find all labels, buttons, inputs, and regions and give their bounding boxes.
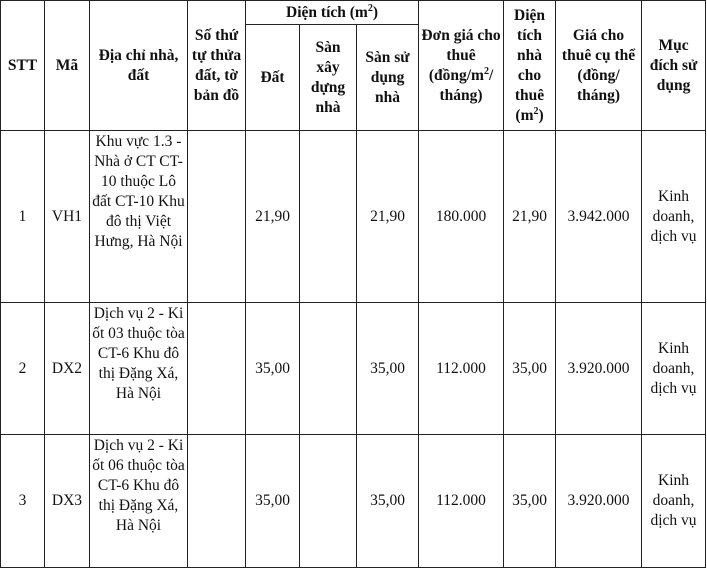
cell-muc-dich: Kinh doanh, dịch vụ: [642, 435, 706, 568]
cell-don-gia: 180.000: [419, 131, 504, 303]
cell-ma: DX3: [45, 435, 90, 568]
header-dia-chi: Địa chỉ nhà, đất: [90, 1, 188, 131]
cell-dien-tich-cho-thue: 35,00: [504, 435, 556, 568]
cell-san-xay-dung: [300, 303, 357, 435]
cell-muc-dich: Kinh doanh, dịch vụ: [642, 131, 706, 303]
header-muc-dich: Mục đích sử dụng: [642, 1, 706, 131]
header-dien-tich-sup: 2: [367, 2, 373, 14]
cell-stt: 2: [1, 303, 45, 435]
header-don-gia-tail: / tháng): [439, 66, 494, 104]
cell-gia-cho-thue: 3.942.000: [556, 131, 642, 303]
cell-dat: 21,90: [246, 131, 300, 303]
cell-dat: 35,00: [246, 435, 300, 568]
header-dtct-text: Diện tích nhà cho thuê (m: [514, 6, 546, 124]
header-don-gia: [419, 1, 504, 131]
cell-don-gia: 112.000: [419, 303, 504, 435]
header-stt: STT: [1, 1, 45, 131]
cell-ma: DX2: [45, 303, 90, 435]
cell-stt: 3: [1, 435, 45, 568]
header-san-su-dung: Sàn sử dụng nhà: [357, 25, 419, 131]
cell-dien-tich-cho-thue: 35,00: [504, 303, 556, 435]
cell-san-xay-dung: [300, 435, 357, 568]
header-dien-tich-close: ): [372, 3, 378, 21]
header-don-gia-text: Đơn giá cho thuê (đồng/m: [421, 26, 501, 84]
header-gia-cho-thue: Giá cho thuê cụ thể (đồng/ tháng): [556, 1, 642, 131]
header-dtct-sup: 2: [533, 105, 539, 117]
cell-stt: 1: [1, 131, 45, 303]
cell-so-thu-tu: [188, 435, 246, 568]
header-dien-tich-group: [246, 1, 419, 25]
header-dtct-close: ): [538, 106, 544, 124]
cell-dia-chi: Dịch vụ 2 - Ki ốt 06 thuộc tòa CT-6 Khu đô thị Đặng Xá, Hà Nội: [90, 435, 188, 568]
cell-san-su-dung: 35,00: [357, 435, 419, 568]
cell-san-su-dung: 21,90: [357, 131, 419, 303]
cell-dia-chi: Dịch vụ 2 - Ki ốt 03 thuộc tòa CT-6 Khu đô thị Đặng Xá, Hà Nội: [90, 303, 188, 435]
header-row-1: [1, 1, 706, 25]
header-dien-tich-text: Diện tích (m: [286, 3, 368, 21]
cell-don-gia: 112.000: [419, 435, 504, 568]
cell-muc-dich: Kinh doanh, dịch vụ: [642, 303, 706, 435]
table-row: [1, 435, 706, 568]
header-dat: Đất: [246, 25, 300, 131]
cell-san-xay-dung: [300, 131, 357, 303]
header-san-xay-dung: Sàn xây dựng nhà: [300, 25, 357, 131]
cell-ma: VH1: [45, 131, 90, 303]
header-don-gia-sup: 2: [483, 65, 489, 77]
header-ma: Mã: [45, 1, 90, 131]
cell-gia-cho-thue: 3.920.000: [556, 435, 642, 568]
header-dien-tich-cho-thue: [504, 1, 556, 131]
cell-so-thu-tu: [188, 131, 246, 303]
cell-gia-cho-thue: 3.920.000: [556, 303, 642, 435]
header-so-thu-tu: Số thứ tự thửa đất, tờ bản đồ: [188, 1, 246, 131]
cell-san-su-dung: 35,00: [357, 303, 419, 435]
cell-so-thu-tu: [188, 303, 246, 435]
table-row: [1, 131, 706, 303]
cell-dat: 35,00: [246, 303, 300, 435]
cell-dien-tich-cho-thue: 21,90: [504, 131, 556, 303]
table-row: [1, 303, 706, 435]
cell-dia-chi: Khu vực 1.3 - Nhà ở CT CT-10 thuộc Lô đất CT-10 Khu đô thị Việt Hưng, Hà Nội: [90, 131, 188, 303]
